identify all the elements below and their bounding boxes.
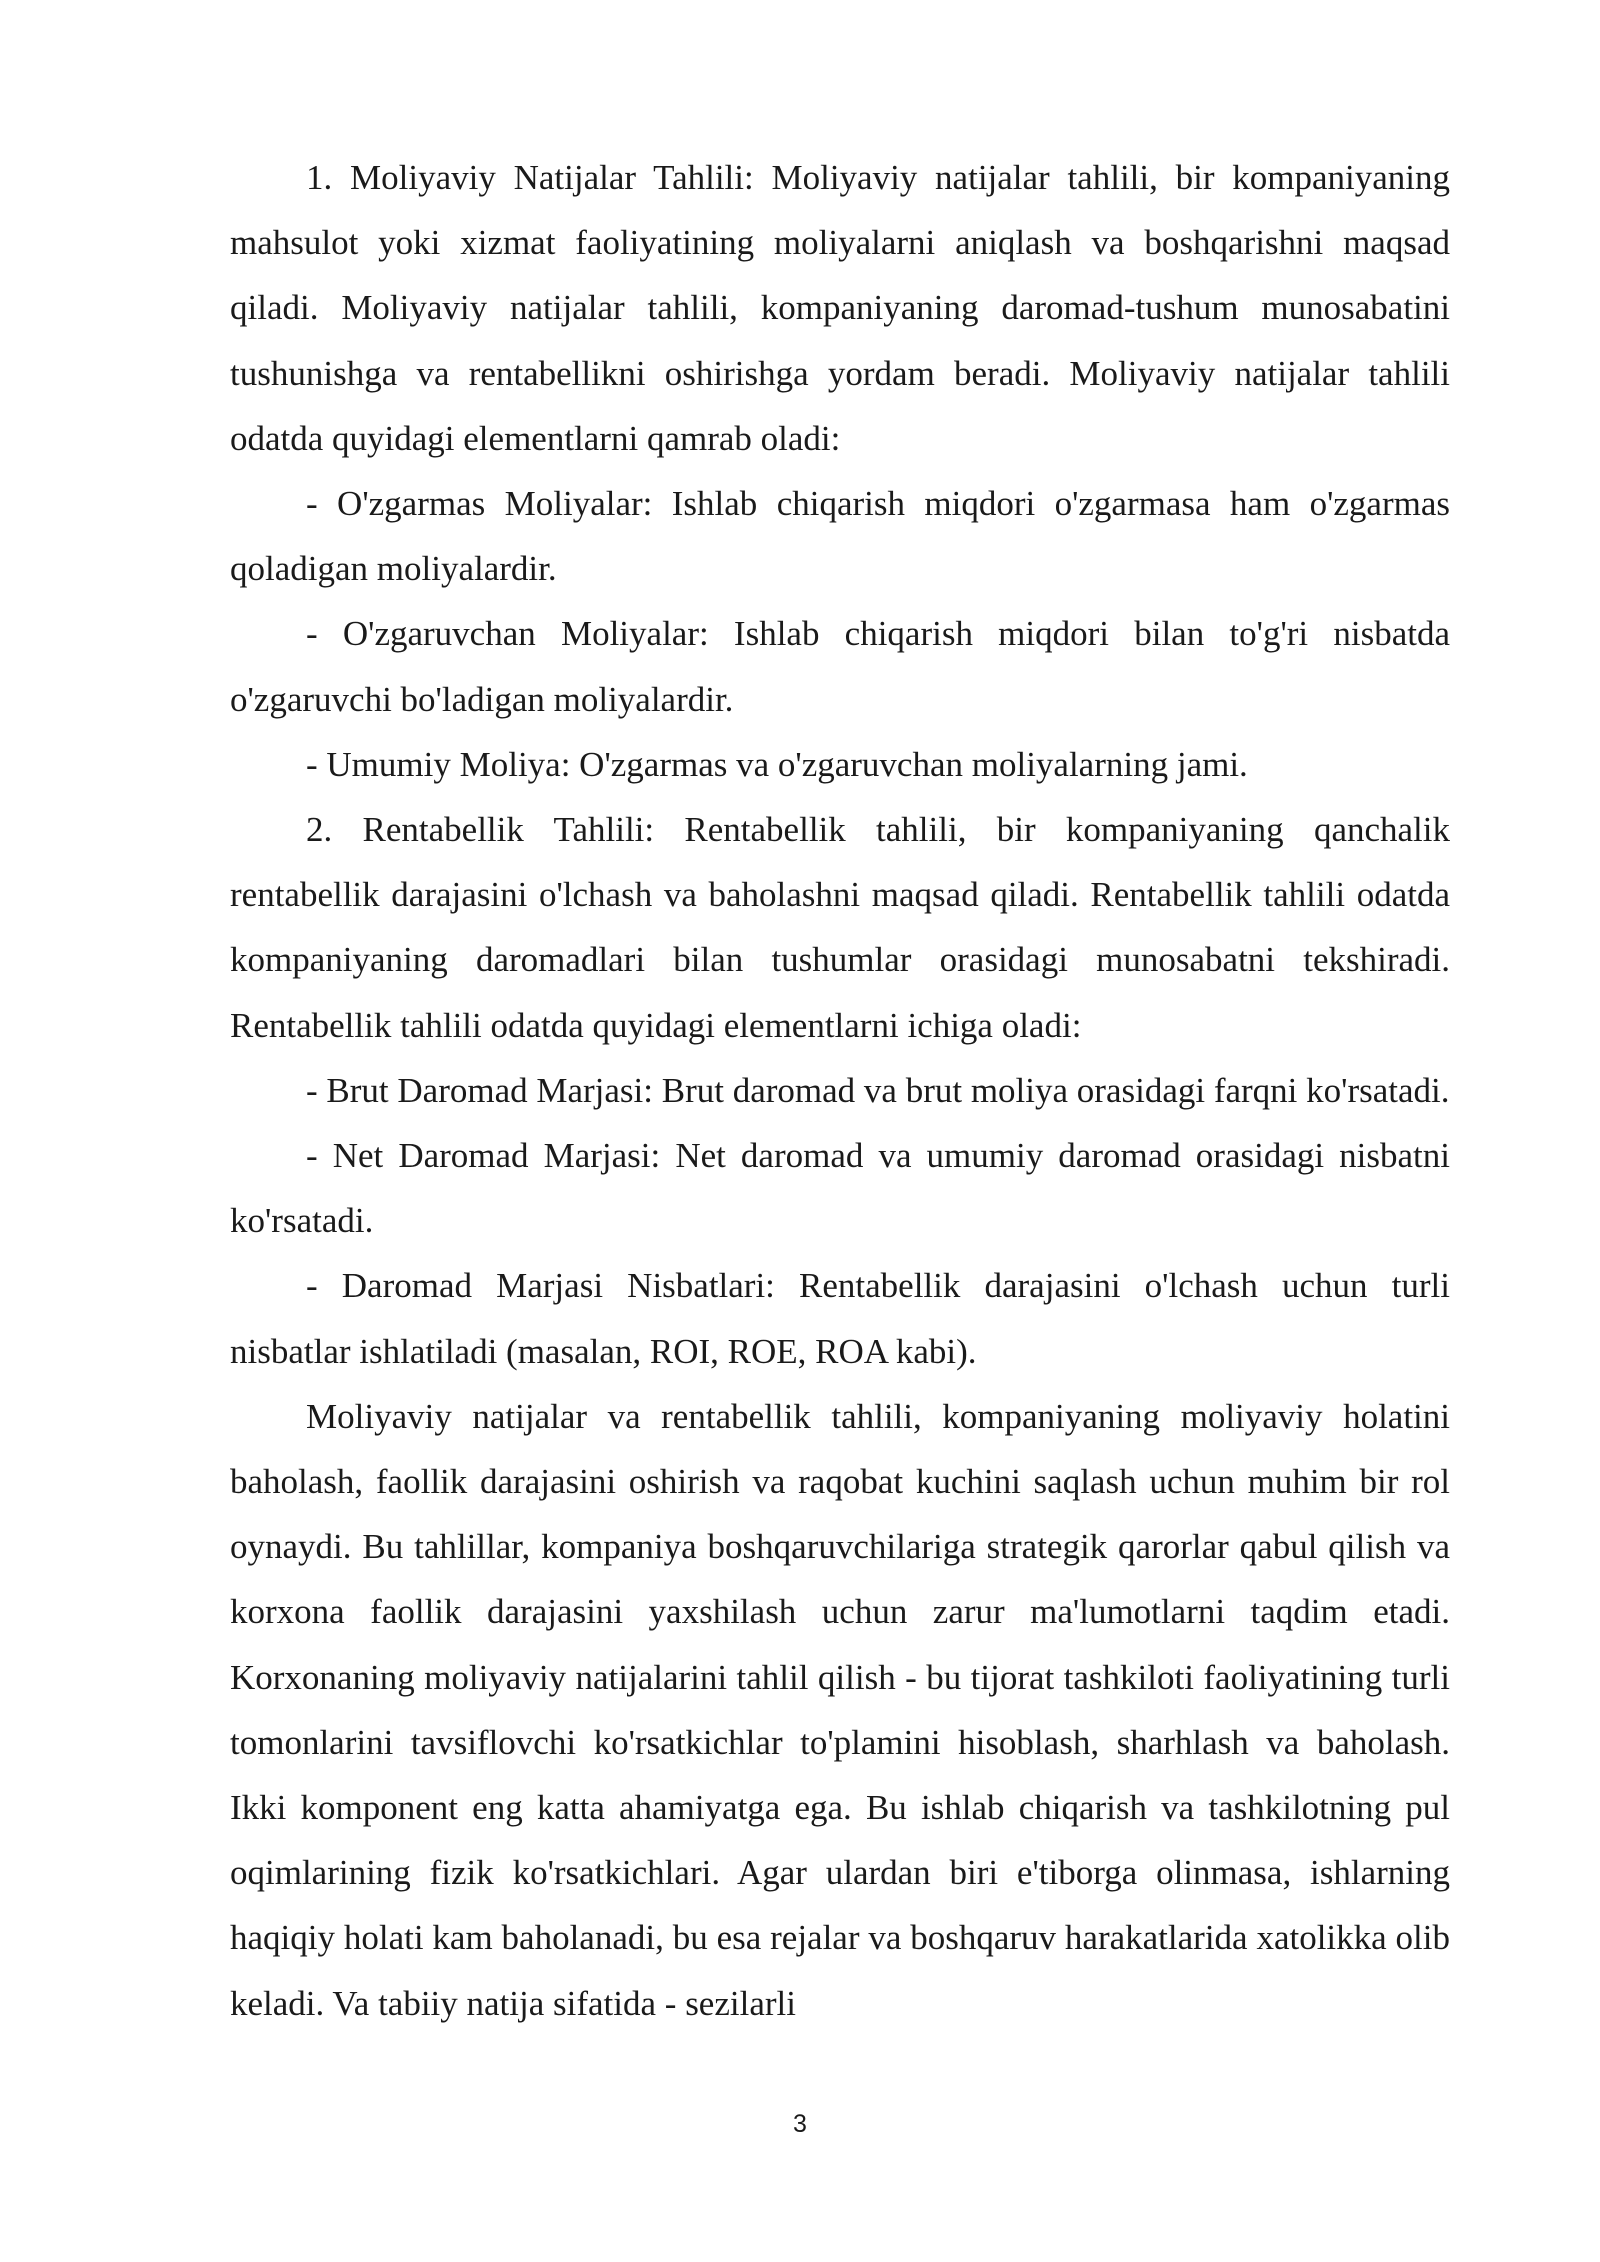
paragraph-financial-results-analysis: 1. Moliyaviy Natijalar Tahlili: Moliyaviy natijalar tahlili, bir kompaniyaning mahsulot yoki xizmat faoliyatining moliyalarni aniqlash va boshqarishni maqsad qiladi. Moliyaviy natijalar tahlili, kompaniyaning daromad-tushum munosabatini tushunishga va rentabellikni oshirishga yordam beradi. Moliyaviy natijalar tahlili odatda quyidagi elementlarni qamrab oladi: [230,158,1450,458]
list-item-margin-ratios: - Daromad Marjasi Nisbatlari: Rentabellik darajasini o'lchash uchun turli nisbatlar ishlatiladi (masalan, ROI, ROE, ROA kabi). [230,1266,1450,1371]
page-number: 3 [793,2110,807,2138]
document-body [230,145,1450,2036]
list-item-fixed-costs: - O'zgarmas Moliyalar: Ishlab chiqarish miqdori o'zgarmasa ham o'zgarmas qoladigan moliyalardir. [230,484,1450,589]
list-item-gross-margin: - Brut Daromad Marjasi: Brut daromad va brut moliya orasidagi farqni ko'rsatadi. [306,1070,1450,1110]
list-item-total-costs: - Umumiy Moliya: O'zgarmas va o'zgaruvchan moliyalarning jami. [306,744,1248,784]
list-item-variable-costs: - O'zgaruvchan Moliyalar: Ishlab chiqarish miqdori bilan to'g'ri nisbatda o'zgaruvchi bo'ladigan moliyalardir. [230,614,1450,719]
list-item-net-margin: - Net Daromad Marjasi: Net daromad va umumiy daromad orasidagi nisbatni ko'rsatadi. [230,1136,1450,1241]
paragraph-profitability-analysis: 2. Rentabellik Tahlili: Rentabellik tahlili, bir kompaniyaning qanchalik rentabellik darajasini o'lchash va baholashni maqsad qiladi. Rentabellik tahlili odatda kompaniyaning daromadlari bilan tushumlar orasidagi munosabatni tekshiradi. Rentabellik tahlili odatda quyidagi elementlarni ichiga oladi: [230,810,1450,1045]
paragraph-summary: Moliyaviy natijalar va rentabellik tahlili, kompaniyaning moliyaviy holatini baholash, faollik darajasini oshirish va raqobat kuchini saqlash uchun muhim bir rol oynaydi. Bu tahlillar, kompaniya boshqaruvchilariga strategik qarorlar qabul qilish va korxona faollik darajasini yaxshilash uchun zarur ma'lumotlarni taqdim etadi. Korxonaning moliyaviy natijalarini tahlil qilish - bu tijorat tashkiloti faoliyatining turli tomonlarini tavsiflovchi ko'rsatkichlar to'plamini hisoblash, sharhlash va baholash. Ikki komponent eng katta ahamiyatga ega. Bu ishlab chiqarish va tashkilotning pul oqimlarining fizik ko'rsatkichlari. Agar ulardan biri e'tiborga olinmasa, ishlarning haqiqiy holati kam baholanadi, bu esa rejalar va boshqaruv harakatlarida xatolikka olib keladi. Va tabiiy natija sifatida - sezilarli [230,1396,1450,2023]
